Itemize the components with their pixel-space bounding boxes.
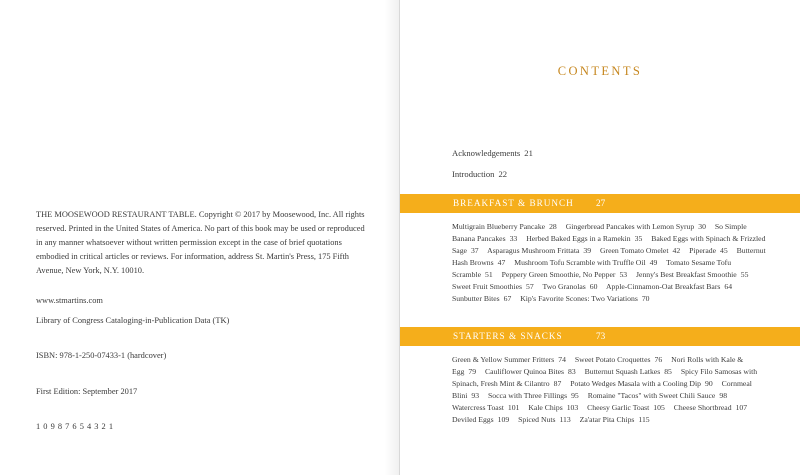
toc-entry-introduction [452,169,514,179]
toc-entry-label: Kip's Favorite Scones: Two Variations [520,294,638,303]
toc-entry-page: 109 [497,415,510,424]
toc-entry-page: 28 [549,222,557,231]
edition: First Edition: September 2017 [36,387,138,396]
toc-entry [526,234,649,243]
toc-entry-label: So Simple Banana Pancakes [452,222,747,243]
toc-entry-page: 51 [485,270,493,279]
toc-entry-page: 70 [641,294,650,303]
toc-entry [518,415,578,424]
toc-entry-page: 83 [568,367,576,376]
toc-entry-page: 95 [571,391,579,400]
copyright-notice: THE MOOSEWOOD RESTAURANT TABLE. Copyright © 2017 by Moosewood, Inc. All rights reserved. Printed in the United States of America. No part of this book may be used or reproduced in any manner whatsoever without written permission except in the case of brief quotations embodied in critical articles or reviews. For information, address St. Martin's Press, 175 Fifth Avenue, New York, N.Y. 10010. [36,210,365,275]
toc-entry-page: 49 [649,258,658,267]
toc-entry [528,403,585,412]
toc-entry-label: Piperade [689,246,717,255]
toc-entry-label: Green Tomato Omelet [600,246,669,255]
toc-entry [452,355,573,364]
toc-entry-page: 55 [740,270,749,279]
toc-entry-label: Cauliflower Quinoa Bites [485,367,564,376]
section-band-starters [400,327,800,346]
toc-entry-label: Two Granolas [542,282,586,291]
isbn: ISBN: 978-1-250-07433-1 (hardcover) [36,351,167,360]
toc-entry [485,367,583,376]
toc-entry-page: 45 [720,246,728,255]
toc-entry [570,379,719,388]
toc-entry-label: Sweet Potato Croquettes [574,355,651,364]
toc-entry-page: 85 [664,367,672,376]
toc-entry [502,270,634,279]
section-entries-starters [452,354,768,426]
toc-entry-page: 113 [559,415,571,424]
toc-entry-label: Apple-Cinnamon-Oat Breakfast Bars [605,282,721,291]
toc-entry-label: Socca with Three Fillings [488,391,568,400]
toc-entry-page: 93 [471,391,480,400]
toc-entry-page: 87 [553,379,562,388]
section-page: 73 [596,331,606,341]
toc-entry-page: 105 [653,403,665,412]
section-page: 27 [596,198,606,208]
toc-entry-page: 101 [507,403,520,412]
toc-entry-page: 79 [468,367,477,376]
toc-entry [689,246,735,255]
toc-entry-page: 60 [589,282,598,291]
toc-entry-label: Spicy Filo Samosas with Spinach, Fresh Mint & Cilantro [452,367,758,388]
toc-entry-page: 57 [526,282,534,291]
toc-entry [580,415,657,424]
toc-entry-page: 76 [654,355,663,364]
toc-entry-label: Potato Wedges Masala with a Cooling Dip [570,379,701,388]
toc-entry-label: Butternut Hash Browns [452,246,766,267]
toc-entry-label: Deviled Eggs [452,415,494,424]
toc-entry-page: 39 [583,246,592,255]
section-title: BREAKFAST & BRUNCH [453,198,574,208]
section-title: STARTERS & SNACKS [453,331,563,341]
toc-entry-label: Cheesy Garlic Toast [587,403,650,412]
toc-entry [452,294,518,303]
section-band-breakfast [400,194,800,213]
toc-entry-label: Kale Chips [528,403,563,412]
toc-entry-page: 67 [503,294,512,303]
toc-entry-label: Asparagus Mushroom Frittata [487,246,580,255]
toc-entry-label: Herbed Baked Eggs in a Ramekin [526,234,631,243]
toc-entry-page: 37 [470,246,479,255]
toc-entry-page: 107 [735,403,748,412]
copyright-page [0,0,399,475]
toc-entry [588,391,734,400]
toc-entry [606,282,739,291]
cip-data: Library of Congress Cataloging-in-Publication Data (TK) [36,316,230,325]
toc-entry-page: 35 [634,234,643,243]
publisher-website: www.stmartins.com [36,296,103,305]
toc-entry-label: Watercress Toast [452,403,504,412]
toc-entry-label: Sunbutter Bites [452,294,500,303]
toc-entry [575,355,669,364]
gutter-shadow [384,0,399,475]
toc-entry-label: Jenny's Best Breakfast Smoothie [636,270,737,279]
toc-entry [520,294,656,303]
toc-entry [600,246,687,255]
toc-entry-page: 64 [724,282,733,291]
toc-entry-page: 30 [698,222,706,231]
toc-entry-label: Introduction [452,169,495,179]
toc-entry-page: 42 [672,246,681,255]
toc-entry [587,403,672,412]
toc-entry [488,391,586,400]
toc-entry-page: 53 [619,270,628,279]
toc-entry-label: Za'atar Pita Chips [579,415,635,424]
toc-entry-acknowledgements [452,148,540,158]
toc-entry-label: Cornmeal Blini [452,379,752,400]
toc-entry-label: Multigrain Blueberry Pancake [452,222,546,231]
section-entries-breakfast [452,221,768,305]
toc-entry-label: Peppery Green Smoothie, No Pepper [501,270,616,279]
toc-entry-page: 103 [566,403,579,412]
toc-entry-page: 98 [719,391,728,400]
toc-entry-label: Sweet Fruit Smoothies [452,282,523,291]
toc-entry-label: Romaine "Tacos" with Sweet Chili Sauce [587,391,716,400]
toc-entry-label: Butternut Squash Latkes [584,367,661,376]
toc-entry [452,282,541,291]
toc-entry [487,246,598,255]
toc-entry [674,403,754,412]
toc-entry-label: Tomato Sesame Tofu Scramble [452,258,732,279]
toc-entry-page: 21 [524,148,533,158]
toc-entry [636,270,755,279]
toc-entry-page: 115 [638,415,650,424]
toc-entry [543,282,605,291]
toc-entry-label: Nori Rolls with Kale & Egg [452,355,744,376]
toc-entry-page: 22 [498,169,508,179]
toc-entry-label: Acknowledgements [452,148,521,158]
contents-title: CONTENTS [557,64,643,78]
toc-entry-label: Spiced Nuts [518,415,556,424]
toc-entry-page: 33 [509,234,518,243]
toc-entry [452,222,564,231]
toc-entry-label: Baked Eggs with Spinach & Frizzled Sage [452,234,766,255]
toc-entry-label: Gingerbread Pancakes with Lemon Syrup [565,222,695,231]
toc-entry-label: Cheese Shortbread [673,403,732,412]
toc-entry [566,222,713,231]
toc-entry [514,258,664,267]
toc-entry [585,367,679,376]
toc-entry-page: 47 [497,258,506,267]
toc-entry-label: Mushroom Tofu Scramble with Truffle Oil [514,258,646,267]
contents-page [400,0,800,475]
toc-entry-label: Green & Yellow Summer Fritters [452,355,555,364]
toc-entry [452,415,516,424]
printing-line: 1 0 9 8 7 6 5 4 3 2 1 [36,422,113,431]
toc-entry-page: 74 [558,355,566,364]
toc-entry [452,403,526,412]
toc-entry-page: 90 [704,379,713,388]
